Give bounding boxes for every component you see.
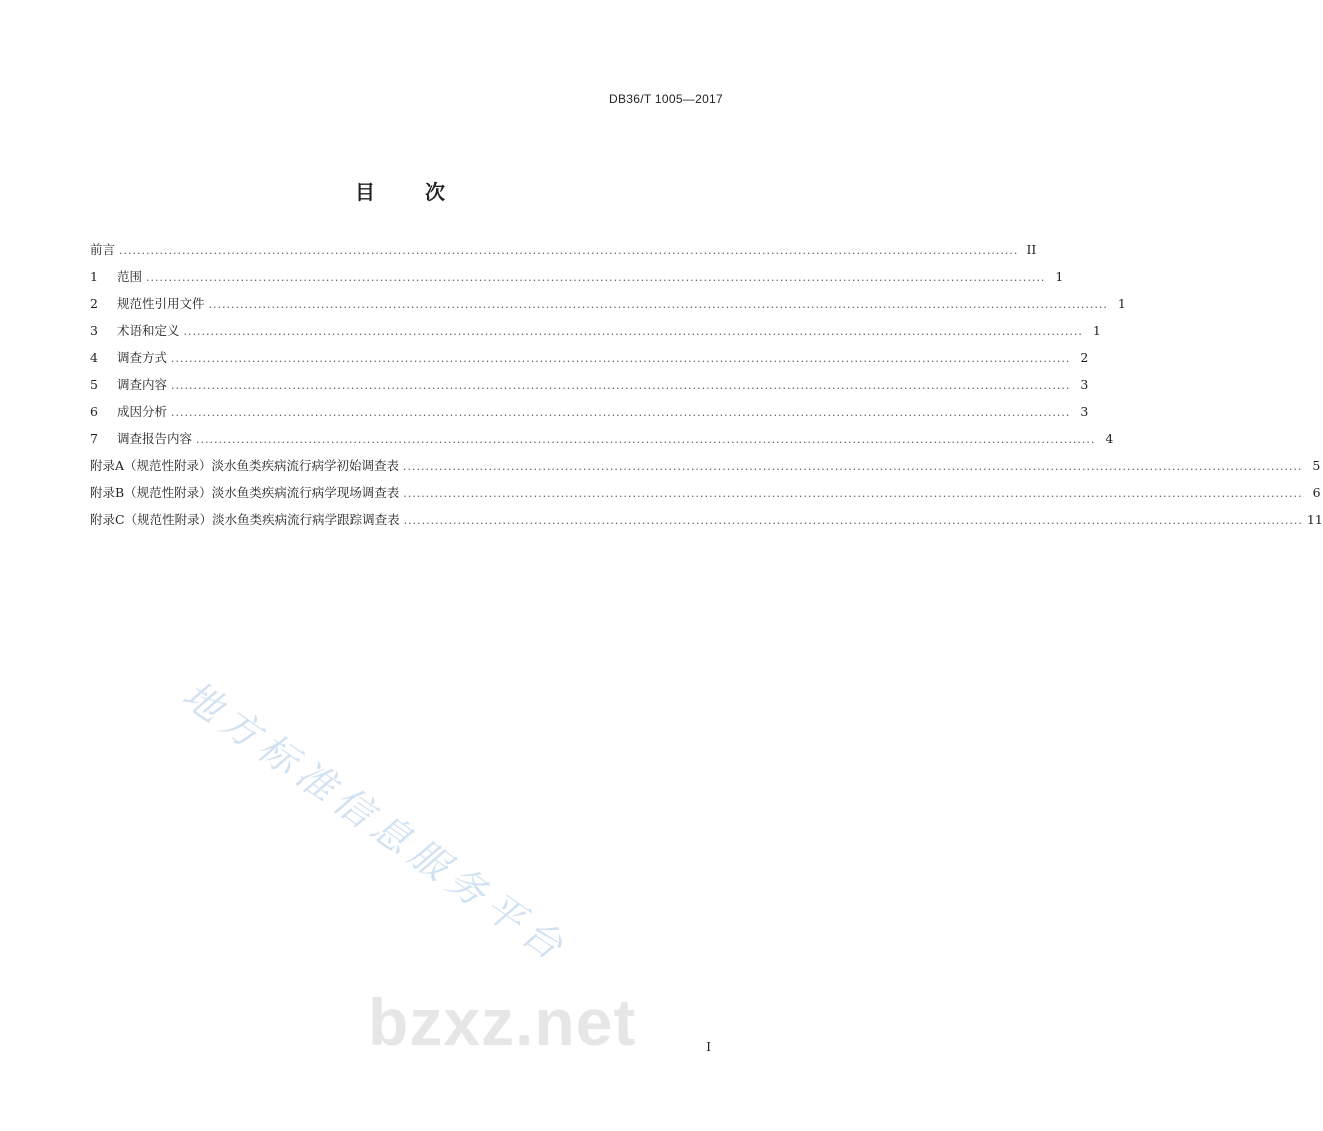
- toc-entry-terms[interactable]: [90, 322, 1101, 349]
- watermark-site: bzxz.net: [368, 985, 637, 1059]
- toc-leader-dots: ........................................................................................................................................................................................................: [208, 298, 1108, 311]
- toc-leader-dots: ........................................................................................................................................................................................................: [403, 460, 1303, 473]
- toc-entry-foreword[interactable]: [90, 241, 1037, 268]
- doc-code: DB36/T 1005—2017: [609, 92, 723, 106]
- toc-entry-number: 3: [90, 323, 98, 338]
- toc-entry-page: 6: [1312, 485, 1321, 500]
- toc-entry-sublabel: 淡水鱼类疾病流行病学初始调查表: [211, 458, 400, 473]
- toc-entry-number: 5: [90, 377, 98, 392]
- toc-list: [90, 241, 1323, 538]
- toc-leader-dots: ........................................................................................................................................................................................................: [171, 352, 1071, 365]
- toc-entry-page: 11: [1306, 512, 1323, 527]
- page-number: I: [706, 1040, 711, 1054]
- toc-entry-number: 6: [90, 404, 98, 419]
- toc-entry-page: 3: [1080, 377, 1089, 392]
- toc-leader-dots: ........................................................................................................................................................................................................: [119, 244, 1019, 257]
- toc-entry-cause-analysis[interactable]: [90, 403, 1089, 430]
- toc-leader-dots: ........................................................................................................................................................................................................: [171, 406, 1071, 419]
- toc-entry-annex-b[interactable]: [90, 484, 1321, 511]
- toc-entry-page: 4: [1105, 431, 1114, 446]
- toc-entry-label: 前言: [90, 242, 116, 257]
- toc-entry-label: 规范性引用文件: [117, 296, 205, 311]
- toc-entry-page: 3: [1080, 404, 1089, 419]
- toc-entry-page: 1: [1055, 269, 1064, 284]
- toc-leader-dots: ........................................................................................................................................................................................................: [171, 379, 1071, 392]
- toc-entry-number: 2: [90, 296, 98, 311]
- toc-entry-label: 附录C（规范性附录）: [90, 512, 213, 527]
- toc-entry-page: 1: [1117, 296, 1126, 311]
- toc-title: [0, 176, 800, 205]
- toc-title-char-2: 次: [425, 180, 445, 204]
- toc-leader-dots: ........................................................................................................................................................................................................: [183, 325, 1083, 338]
- toc-entry-label: 附录B（规范性附录）: [90, 485, 212, 500]
- toc-entry-sublabel: 淡水鱼类疾病流行病学现场调查表: [211, 485, 400, 500]
- toc-entry-label: 调查报告内容: [117, 431, 193, 446]
- toc-leader-dots: ........................................................................................................................................................................................................: [403, 514, 1303, 527]
- toc-entry-normative-references[interactable]: [90, 295, 1126, 322]
- toc-entry-annex-c[interactable]: [90, 511, 1323, 538]
- toc-entry-sublabel: 淡水鱼类疾病流行病学跟踪调查表: [212, 512, 400, 527]
- toc-entry-annex-a[interactable]: [90, 457, 1321, 484]
- toc-entry-label: 术语和定义: [117, 323, 180, 338]
- toc-entry-label: 调查方式: [117, 350, 168, 365]
- toc-entry-report-content[interactable]: [90, 430, 1114, 457]
- toc-leader-dots: ........................................................................................................................................................................................................: [403, 487, 1303, 500]
- toc-entry-label: 附录A（规范性附录）: [90, 458, 212, 473]
- toc-entry-label: 成因分析: [117, 404, 168, 419]
- toc-entry-label: 调查内容: [117, 377, 168, 392]
- toc-leader-dots: ........................................................................................................................................................................................................: [146, 271, 1046, 284]
- toc-entry-survey-content[interactable]: [90, 376, 1089, 403]
- toc-entry-scope[interactable]: [90, 268, 1064, 295]
- toc-entry-number: 4: [90, 350, 98, 365]
- toc-entry-number: 1: [90, 269, 98, 284]
- toc-entry-page: 2: [1080, 350, 1089, 365]
- toc-entry-page: 5: [1312, 458, 1321, 473]
- toc-entry-label: 范围: [117, 269, 143, 284]
- toc-title-char-1: 目: [355, 180, 375, 204]
- toc-entry-survey-method[interactable]: [90, 349, 1089, 376]
- toc-entry-page: 1: [1092, 323, 1101, 338]
- toc-entry-page: II: [1026, 242, 1037, 257]
- toc-leader-dots: ........................................................................................................................................................................................................: [196, 433, 1096, 446]
- watermark-platform-name: 地方标准信息服务平台: [174, 672, 577, 973]
- toc-entry-number: 7: [90, 431, 98, 446]
